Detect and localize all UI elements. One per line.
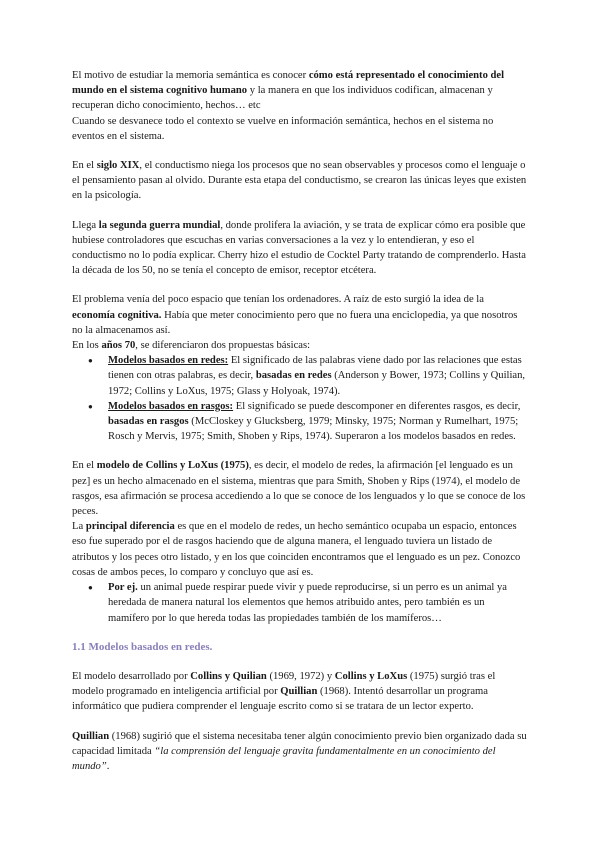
text-span: El significado de las palabras viene dado por las relaciones que estas tienen con otras palabras, es decir, [108, 355, 522, 382]
text-span: (1968). Intentó desarrollar un programa informático que pudiera comprender el lenguaje escrito como si se tratara de un lector experto. [72, 686, 488, 713]
bold-span: la segunda guerra mundial [98, 219, 221, 231]
paragraph-collins-loxus [72, 458, 528, 519]
text-span: un animal puede respirar puede vivir y puede reproducirse, si un perro es un animal ya heredada de manera natural los elementos que hemos atribuido antes, pero también es un mamífero por lo que hereda todas las propiedades también de los mamíferos… [108, 582, 507, 624]
text-span: , es decir, el modelo de redes, la afirmación [el lenguado es un pez] es un hecho almacenado en el sistema, mientras que para Smith, Shoben y Rips (1974), el modelo de rasgos, esa afirmación se procesa accediendo a lo que se conoce de los lenguados y lo que se conoce de los peces. [72, 460, 526, 518]
text-span: , se diferenciaron dos propuestas básicas: [135, 340, 311, 352]
paragraph-guerra [72, 218, 528, 279]
text-span: . [106, 760, 110, 772]
text-span: En los [72, 340, 102, 352]
paragraph-quillian [72, 729, 528, 775]
paragraph-modelo-desarrollado [72, 669, 528, 715]
text-span: (McCloskey y Glucksberg, 1979; Minsky, 1975; Norman y Rumelhart, 1975; Rosch y Mervis, 1975; Smith, Shoben y Rips, 1974). Superaron a los modelos basados en redes. [108, 416, 519, 443]
list-item [108, 580, 528, 626]
text-span: (1969, 1972) y [266, 670, 335, 682]
text-span: (1975) surgió tras el modelo programado en inteligencia artificial por [72, 670, 496, 698]
bullet-list-example [72, 580, 528, 626]
text-span: La [72, 521, 86, 533]
text-span: En el [72, 460, 97, 472]
paragraph-diferencia [72, 519, 528, 580]
bullet-title: Modelos basados en redes: [108, 355, 229, 367]
bold-span: principal diferencia [85, 521, 175, 533]
bold-span: Collins y Quilian [190, 670, 267, 682]
text-span: (Anderson y Bower, 1973; Collins y Quilian, 1972; Collins y LoXus, 1975; Glass y Holyoak, 1974). [108, 370, 526, 397]
bold-span: siglo XIX [96, 160, 140, 172]
bold-span: Collins y LoXus [334, 670, 408, 682]
bold-span: Por ej. [108, 582, 138, 594]
text-span: En el [72, 160, 97, 172]
list-item [108, 353, 528, 399]
bold-span: basadas en redes [255, 370, 332, 382]
paragraph-economia [72, 292, 528, 338]
bold-span: basadas en rasgos [108, 416, 189, 428]
bullet-list-models [72, 353, 528, 444]
text-span: El problema venía del poco espacio que tenían los ordenadores. A raíz de esto surgió la idea de la [72, 294, 484, 306]
paragraph-anos-70 [72, 338, 528, 353]
list-item [108, 399, 528, 445]
paragraph-siglo-xix [72, 158, 528, 204]
bold-span: modelo de Collins y LoXus (1975) [96, 460, 249, 472]
paragraph-intro [72, 68, 528, 114]
text-span: es que en el modelo de redes, un hecho semántico ocupaba un espacio, entonces eso fue superado por el de rasgos haciendo que de alguna manera, el lenguado tuviera un listado de atributos y los peces otro listado, y en los que coinciden encontramos que el lenguado es un pez. Conozco cosas de ambos peces, lo comparo y concluyo que así es. [72, 521, 521, 578]
text-span: Había que meter conocimiento pero que no fuera una enciclopedia, ya que nosotros no la almacenamos así. [72, 309, 518, 336]
bold-span: años 70 [101, 340, 136, 352]
text-span: El motivo de estudiar la memoria semántica es conocer [72, 70, 309, 81]
text-span: y la manera en que los individuos codifican, almacenan y recuperan dicho conocimiento, hechos… etc [72, 85, 493, 112]
italic-quote: “la comprensión del lenguaje gravita fundamentalmente en un conocimiento del mundo” [72, 745, 496, 772]
text-span: (1968) sugirió que el sistema necesitaba tener algún conocimiento previo bien organizado dada su capacidad limitada [72, 730, 527, 757]
text-span: El modelo desarrollado por [72, 670, 191, 682]
bullet-title: Modelos basados en rasgos: [108, 400, 234, 412]
section-heading: 1.1 Modelos basados en redes. [72, 640, 213, 653]
paragraph-context: Cuando se desvanece todo el contexto se vuelve en información semántica, hechos en el sistema no eventos en el sistema. [72, 115, 494, 142]
bold-span: Quillian [280, 686, 318, 698]
bold-span: economía cognitiva. [72, 309, 162, 321]
text-span: , donde prolifera la aviación, y se trata de explicar cómo era posible que hubiese controladores que escuchas en varias conversaciones a la vez y lo entendieran, y eso el conductismo no lo podía explicar. Cherry hizo el estudio de Cocktel Party tratando de comprenderlo. Hasta la década de los 50, no se tenía el concepto de emisor, receptor etcétera. [72, 219, 526, 277]
bold-span: Quillian [72, 730, 110, 742]
text-span: Llega [72, 219, 99, 231]
bold-span: cómo está representado el conocimiento del mundo en el sistema cognitivo humano [72, 70, 505, 97]
text-span: , el conductismo niega los procesos que no sean observables y procesos como el lenguaje o el pensamiento pasan al olvido. Durante esta etapa del conductismo, se crearon las únicas leyes que existen en la psicología. [72, 160, 527, 202]
text-span: El significado se puede descomponer en diferentes rasgos, es decir, [233, 400, 521, 412]
